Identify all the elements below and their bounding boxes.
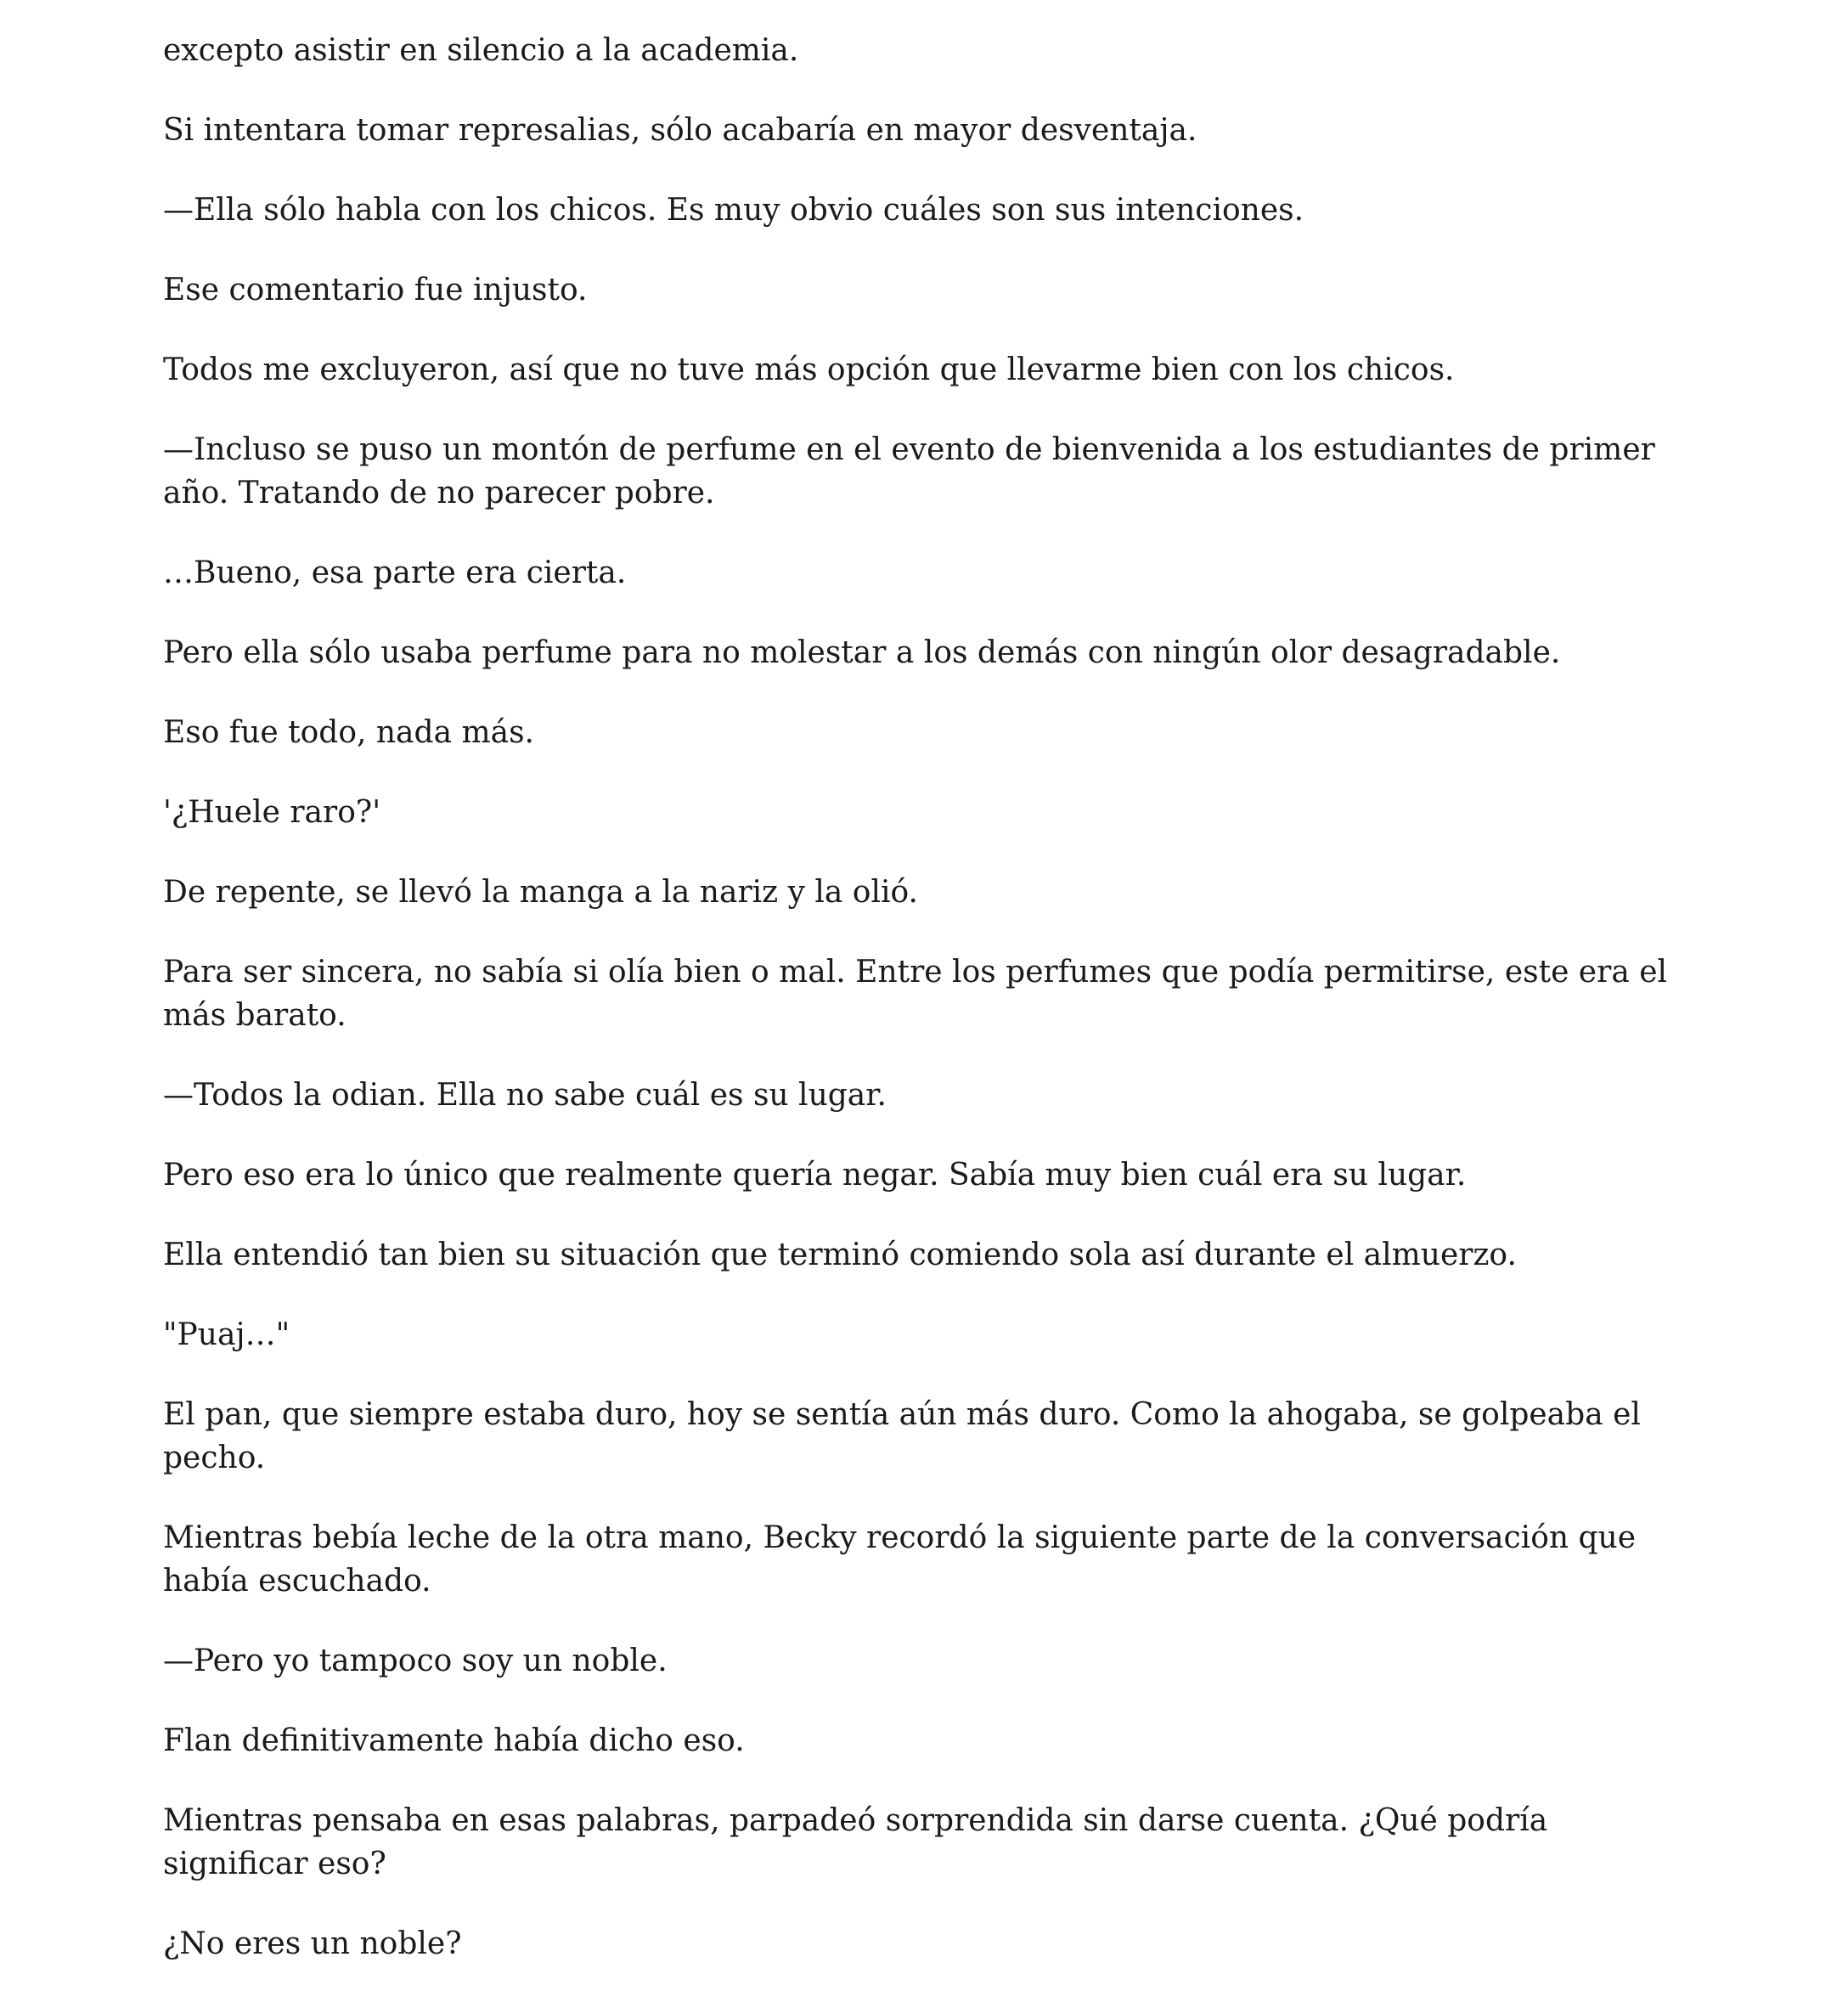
paragraph: ¿No eres un noble?	[163, 1926, 462, 1961]
paragraph: Mientras bebía leche de la otra mano, Becky recordó la siguiente parte de la conversación que había escuchado.	[163, 1520, 1637, 1599]
paragraph: Pero ella sólo usaba perfume para no molestar a los demás con ningún olor desagradable.	[163, 635, 1561, 670]
paragraph: "Puaj…"	[163, 1317, 290, 1352]
paragraph: '¿Huele raro?'	[163, 795, 381, 830]
paragraph: Eso fue todo, nada más.	[163, 715, 534, 750]
paragraph: Todos me excluyeron, así que no tuve más opción que llevarme bien con los chicos.	[163, 352, 1455, 387]
paragraph: —Todos la odian. Ella no sabe cuál es su lugar.	[163, 1078, 887, 1113]
paragraph: Para ser sincera, no sabía si olía bien o mal. Entre los perfumes que podía permitirse, este era el más barato.	[163, 955, 1668, 1033]
paragraph: Flan definitivamente había dicho eso.	[163, 1723, 745, 1758]
paragraph: Pero eso era lo único que realmente quería negar. Sabía muy bien cuál era su lugar.	[163, 1158, 1467, 1193]
paragraph: —Ella sólo habla con los chicos. Es muy obvio cuáles son sus intenciones.	[163, 193, 1304, 228]
paragraph: excepto asistir en silencio a la academia.	[163, 33, 799, 68]
paragraph: Si intentara tomar represalias, sólo acabaría en mayor desventaja.	[163, 113, 1197, 148]
paragraph: …Bueno, esa parte era cierta.	[163, 555, 627, 590]
paragraph: —Pero yo tampoco soy un noble.	[163, 1644, 668, 1678]
paragraph: Ese comentario fue injusto.	[163, 273, 588, 307]
paragraph: Ella entendió tan bien su situación que terminó comiendo sola así durante el almuerzo.	[163, 1238, 1517, 1272]
paragraph: El pan, que siempre estaba duro, hoy se sentía aún más duro. Como la ahogaba, se golpeaba el pecho.	[163, 1397, 1641, 1475]
paragraph: —Incluso se puso un montón de perfume en el evento de bienvenida a los estudiantes de primer año. Tratando de no parecer pobre.	[163, 432, 1655, 510]
document-page	[163, 29, 1692, 2002]
paragraph: De repente, se llevó la manga a la nariz y la olió.	[163, 875, 918, 910]
paragraph: Mientras pensaba en esas palabras, parpadeó sorprendida sin darse cuenta. ¿Qué podría significar eso?	[163, 1803, 1548, 1881]
